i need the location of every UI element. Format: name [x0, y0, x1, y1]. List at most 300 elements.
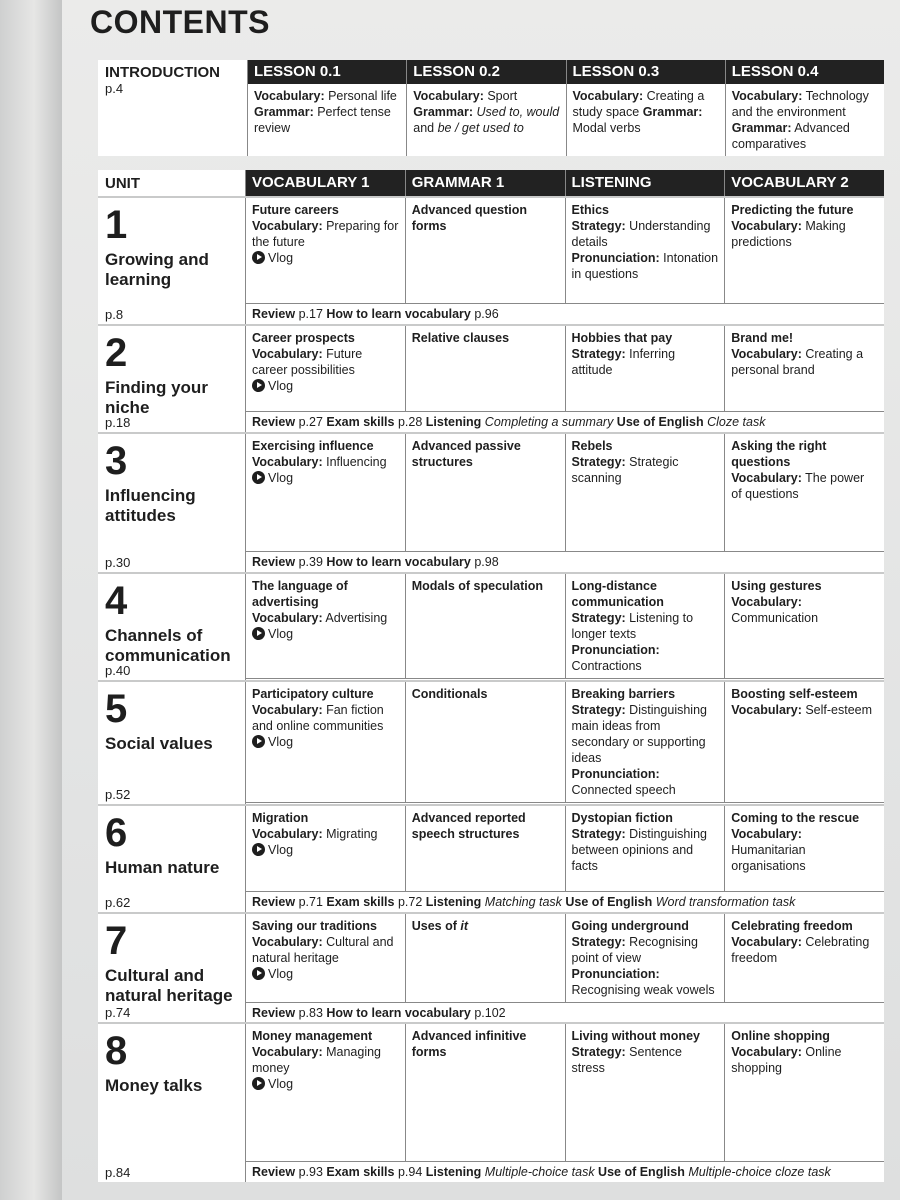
lesson-column: [248, 60, 407, 156]
column-header: GRAMMAR 1: [405, 170, 565, 196]
lesson-cell: [405, 326, 565, 411]
detail-value: Fan fiction and online communities: [252, 703, 384, 733]
lesson-cell: [245, 434, 405, 551]
lesson-title: [731, 438, 878, 470]
detail-value: Inferring attitude: [571, 347, 676, 377]
lesson-cell: [724, 682, 884, 802]
lesson-cell: [405, 806, 565, 891]
unit-content: [245, 914, 884, 1022]
detail-key: Strategy:: [571, 703, 626, 717]
detail-key: Vocabulary:: [252, 347, 323, 361]
lesson-detail: [572, 1044, 719, 1076]
lesson-title-text: Hobbies that pay: [571, 331, 673, 345]
lesson-cell: [405, 682, 565, 802]
vlog-link[interactable]: [252, 734, 399, 750]
review-bar: [245, 551, 884, 572]
lesson-line-value: Technology and the environment: [731, 89, 869, 119]
lesson-line-key: Vocabulary:: [731, 89, 803, 103]
detail-value: Understanding details: [571, 219, 711, 249]
lesson-title-text: Exercising influence: [252, 439, 374, 453]
detail-value: Making predictions: [731, 219, 846, 249]
detail-key: Vocabulary:: [731, 595, 802, 609]
detail-key: Strategy:: [571, 611, 626, 625]
unit-cells: [245, 574, 884, 678]
detail-key: Vocabulary:: [731, 471, 802, 485]
unit-content: [245, 198, 884, 324]
lesson-detail: [572, 702, 719, 766]
lesson-header: LESSON 0.3: [567, 60, 725, 84]
review-value: p.28: [394, 415, 426, 429]
play-icon: [252, 471, 265, 484]
unit-cells: [245, 434, 884, 551]
detail-value: Online shopping: [731, 1045, 842, 1075]
lesson-detail: [572, 250, 719, 282]
lesson-detail: [572, 934, 719, 966]
page-title: CONTENTS: [90, 4, 270, 40]
vlog-label: Vlog: [268, 967, 294, 981]
vlog-label: Vlog: [268, 1077, 294, 1091]
lesson-title-text: Living without money: [571, 1029, 700, 1043]
lesson-line-key: Grammar:: [254, 105, 314, 119]
lesson-detail: [731, 346, 878, 378]
lesson-detail: [252, 826, 399, 842]
units-table: [98, 170, 884, 1180]
lesson-detail: [731, 702, 878, 718]
lesson-title: [412, 918, 559, 934]
lesson-title: [731, 330, 878, 346]
lesson-cell: [405, 914, 565, 1002]
lesson-detail: [252, 218, 399, 250]
lesson-title: [572, 1028, 719, 1044]
review-key: Listening: [425, 1165, 482, 1179]
detail-value: Intonation in questions: [571, 251, 719, 281]
vlog-link[interactable]: [252, 626, 399, 642]
lesson-title: [572, 202, 719, 218]
lesson-detail: [252, 346, 399, 378]
review-key: Review: [252, 1165, 296, 1179]
lesson-line-italic: be / get used to: [437, 121, 524, 135]
unit-label-cell: [98, 326, 245, 432]
lesson-title: [572, 330, 719, 346]
detail-key: Pronunciation:: [571, 967, 660, 981]
unit-name: Growing and learning: [105, 250, 209, 289]
unit-name: Cultural and natural heritage: [105, 966, 233, 1005]
review-value: p.27: [295, 415, 327, 429]
lesson-cell: [565, 1024, 725, 1161]
detail-key: Pronunciation:: [571, 767, 660, 781]
lesson-line-value: Personal life: [324, 89, 397, 103]
unit-row: [98, 804, 884, 912]
play-icon: [252, 1077, 265, 1090]
lesson-cell: [405, 198, 565, 303]
unit-page: p.62: [105, 895, 131, 910]
detail-key: Vocabulary:: [731, 219, 802, 233]
unit-label-cell: [98, 434, 245, 572]
lesson-detail: [572, 346, 719, 378]
lesson-line-key: Grammar:: [731, 121, 792, 135]
detail-key: Strategy:: [571, 219, 626, 233]
lesson-title: [412, 1028, 559, 1060]
detail-key: Vocabulary:: [731, 935, 802, 949]
lesson-title-text: Conditionals: [411, 687, 488, 701]
play-icon: [252, 735, 265, 748]
vlog-label: Vlog: [268, 379, 294, 393]
detail-value: Self-esteem: [801, 703, 873, 717]
review-value: p.17: [295, 307, 327, 321]
lesson-title-text: Career prospects: [252, 331, 355, 345]
lesson-line-key: Grammar:: [413, 105, 473, 119]
unit-label-cell: [98, 806, 245, 912]
detail-key: Vocabulary:: [731, 827, 802, 841]
review-key: Review: [252, 415, 296, 429]
column-header: VOCABULARY 2: [724, 170, 884, 196]
lesson-detail: [731, 470, 878, 502]
unit-label-cell: [98, 682, 245, 804]
detail-value: Managing money: [252, 1045, 381, 1075]
lesson-cell: [565, 198, 725, 303]
lesson-line-italic: Used to, would: [476, 105, 560, 119]
detail-value: Communication: [731, 611, 819, 625]
review-key: Exam skills: [326, 895, 395, 909]
unit-label-cell: [98, 914, 245, 1022]
lesson-cell: [724, 574, 884, 678]
detail-key: Vocabulary:: [731, 347, 802, 361]
review-key: Use of English: [565, 895, 653, 909]
lesson-column: [567, 60, 726, 156]
unit-content: [245, 1024, 884, 1182]
lesson-title: [572, 686, 719, 702]
lesson-title: [412, 686, 559, 702]
detail-key: Vocabulary:: [252, 611, 323, 625]
lesson-cell: [245, 326, 405, 411]
lesson-title: [412, 330, 559, 346]
detail-key: Strategy:: [571, 347, 626, 361]
lesson-cell: [565, 574, 725, 678]
lesson-title: [731, 578, 878, 594]
detail-value: Connected speech: [571, 783, 676, 797]
review-key: Review: [252, 555, 296, 569]
detail-value: Distinguishing between opinions and facts: [571, 827, 707, 873]
unit-page: p.30: [105, 555, 131, 570]
lesson-title-text: Saving our traditions: [252, 919, 378, 933]
lesson-header: LESSON 0.4: [726, 60, 884, 84]
lesson-detail: [731, 594, 878, 626]
lesson-cell: [245, 574, 405, 678]
review-key: Use of English: [598, 1165, 685, 1179]
unit-content: [245, 434, 884, 572]
unit-page: p.8: [105, 307, 124, 322]
unit-name: Money talks: [105, 1076, 203, 1095]
lesson-title-text: Predicting the future: [731, 203, 854, 217]
review-value: p.93: [295, 1165, 327, 1179]
detail-key: Pronunciation:: [571, 643, 660, 657]
unit-number: 3: [105, 439, 128, 483]
lesson-title: [731, 202, 878, 218]
lesson-title-italic: it: [460, 919, 469, 933]
vlog-link[interactable]: [252, 966, 399, 982]
lesson-title-text: Migration: [252, 811, 309, 825]
unit-row: [98, 912, 884, 1022]
lesson-cell: [724, 1024, 884, 1161]
review-key: Review: [252, 1006, 296, 1020]
unit-cells: [245, 198, 884, 303]
lesson-detail: [252, 1044, 399, 1076]
review-key: Review: [252, 307, 296, 321]
unit-content: [245, 574, 884, 680]
detail-value: Cultural and natural heritage: [252, 935, 394, 965]
detail-value: Preparing for the future: [252, 219, 399, 249]
detail-key: Strategy:: [571, 1045, 626, 1059]
review-value: p.102: [470, 1006, 506, 1020]
introduction-heading: INTRODUCTION: [105, 64, 220, 81]
play-icon: [252, 627, 265, 640]
lesson-title-text: Celebrating freedom: [731, 919, 853, 933]
detail-value: The power of questions: [731, 471, 865, 501]
lesson-title-text: Asking the right questions: [731, 439, 827, 469]
unit-page: p.84: [105, 1165, 131, 1180]
lesson-title-text: Advanced passive structures: [411, 439, 521, 469]
vlog-link[interactable]: [252, 1076, 399, 1092]
lesson-detail: [572, 454, 719, 486]
detail-key: Strategy:: [571, 455, 626, 469]
detail-key: Vocabulary:: [252, 1045, 323, 1059]
lesson-title: [572, 578, 719, 610]
play-icon: [252, 379, 265, 392]
lesson-detail: [572, 610, 719, 642]
lesson-title: [252, 686, 399, 702]
column-header: VOCABULARY 1: [245, 170, 405, 196]
review-key: Listening: [425, 415, 482, 429]
lesson-column: [407, 60, 566, 156]
lesson-title: [572, 438, 719, 454]
unit-row: [98, 324, 884, 432]
review-italic: Multiple-choice cloze task: [684, 1165, 831, 1179]
vlog-link[interactable]: [252, 378, 399, 394]
lesson-detail: [252, 454, 399, 470]
vlog-link[interactable]: [252, 842, 399, 858]
unit-row: [98, 1022, 884, 1182]
lesson-cell: [565, 914, 725, 1002]
lesson-header: LESSON 0.2: [407, 60, 565, 84]
review-bar: [245, 1161, 884, 1182]
lesson-title-text: The language of advertising: [252, 579, 348, 609]
vlog-label: Vlog: [268, 471, 294, 485]
detail-value: Contractions: [571, 659, 642, 673]
unit-content: [245, 682, 884, 804]
lesson-cell: [724, 806, 884, 891]
review-bar: [245, 411, 884, 432]
lesson-line-key: Vocabulary:: [413, 89, 484, 103]
vlog-label: Vlog: [268, 627, 294, 641]
unit-number: 8: [105, 1029, 128, 1073]
lesson-detail: [252, 702, 399, 734]
lesson-line-key: Grammar:: [642, 105, 703, 119]
play-icon: [252, 843, 265, 856]
play-icon: [252, 251, 265, 264]
vlog-label: Vlog: [268, 735, 294, 749]
lesson-line-key: Vocabulary:: [572, 89, 644, 103]
detail-key: Strategy:: [571, 827, 626, 841]
unit-number: 4: [105, 579, 128, 623]
lesson-body: [726, 84, 884, 156]
unit-name: Influencing attitudes: [105, 486, 196, 525]
unit-number: 2: [105, 331, 128, 375]
review-key: Exam skills: [326, 1165, 395, 1179]
detail-key: Vocabulary:: [731, 1045, 802, 1059]
review-italic: Cloze task: [703, 415, 766, 429]
unit-name: Channels of communication: [105, 626, 231, 665]
unit-column-header: UNIT: [98, 170, 245, 196]
detail-value: Humanitarian organisations: [731, 843, 806, 873]
detail-value: Recognising point of view: [571, 935, 698, 965]
lesson-title-text: Participatory culture: [252, 687, 374, 701]
lesson-cell: [724, 326, 884, 411]
unit-label-cell: [98, 1024, 245, 1182]
lesson-title-text: Online shopping: [731, 1029, 830, 1043]
column-header: LISTENING: [565, 170, 725, 196]
introduction-label-cell: [98, 60, 248, 156]
lesson-title-text: Breaking barriers: [571, 687, 676, 701]
unit-page: p.52: [105, 787, 131, 802]
lesson-title-text: Dystopian fiction: [571, 811, 673, 825]
unit-cells: [245, 806, 884, 891]
lesson-title-text: Ethics: [571, 203, 610, 217]
review-value: p.83: [295, 1006, 327, 1020]
unit-page: p.40: [105, 663, 131, 678]
lesson-detail: [572, 218, 719, 250]
lesson-line-value: Perfect tense review: [254, 105, 391, 135]
unit-content: [245, 806, 884, 912]
unit-cells: [245, 326, 884, 411]
lesson-title: [252, 578, 399, 610]
review-bar: [245, 802, 884, 804]
lesson-cell: [565, 326, 725, 411]
lesson-title: [731, 686, 878, 702]
review-key: How to learn vocabulary: [326, 555, 471, 569]
lesson-title-text: Rebels: [571, 439, 613, 453]
detail-value: Advertising: [322, 611, 388, 625]
unit-name: Human nature: [105, 858, 220, 877]
lesson-cell: [405, 434, 565, 551]
unit-number: 6: [105, 811, 128, 855]
detail-value: Strategic scanning: [571, 455, 679, 485]
lesson-title-text: Advanced reported speech structures: [411, 811, 526, 841]
review-value: p.96: [470, 307, 499, 321]
lesson-title-text: Long-distance communication: [571, 579, 664, 609]
lesson-cell: [724, 434, 884, 551]
lesson-title-text: Using gestures: [731, 579, 822, 593]
review-italic: Completing a summary: [481, 415, 617, 429]
review-italic: Word transformation task: [652, 895, 796, 909]
lesson-detail: [731, 1044, 878, 1076]
lesson-title: [252, 1028, 399, 1044]
unit-number: 1: [105, 203, 128, 247]
lesson-cell: [724, 198, 884, 303]
lesson-title: [731, 1028, 878, 1044]
lesson-line-value: Creating a study space: [572, 89, 705, 119]
detail-value: Distinguishing main ideas from secondary or supporting ideas: [571, 703, 707, 765]
lesson-line-value: and: [413, 121, 438, 135]
vlog-link[interactable]: [252, 470, 399, 486]
vlog-label: Vlog: [268, 843, 294, 857]
lesson-cell: [565, 682, 725, 802]
review-bar: [245, 891, 884, 912]
lesson-column: [726, 60, 884, 156]
lesson-cell: [565, 806, 725, 891]
lesson-title: [731, 918, 878, 934]
lesson-title-text: Coming to the rescue: [731, 811, 860, 825]
unit-row: [98, 572, 884, 680]
review-key: How to learn vocabulary: [326, 1006, 471, 1020]
lesson-detail: [572, 826, 719, 874]
lesson-detail: [572, 642, 719, 674]
unit-cells: [245, 1024, 884, 1161]
lesson-line-value: Modal verbs: [572, 121, 641, 135]
introduction-page: p.4: [105, 81, 124, 96]
vlog-link[interactable]: [252, 250, 399, 266]
lesson-title: [572, 918, 719, 934]
lesson-title: [731, 810, 878, 826]
detail-value: Migrating: [322, 827, 378, 841]
detail-key: Vocabulary:: [252, 455, 323, 469]
lesson-cell: [245, 682, 405, 802]
detail-value: Influencing: [322, 455, 387, 469]
lesson-cell: [405, 574, 565, 678]
lesson-title: [412, 202, 559, 234]
lesson-detail: [252, 610, 399, 626]
review-key: Exam skills: [326, 415, 395, 429]
review-value: p.71: [295, 895, 327, 909]
detail-value: Celebrating freedom: [731, 935, 870, 965]
unit-row: [98, 196, 884, 324]
unit-label-cell: [98, 198, 245, 324]
review-value: p.72: [394, 895, 426, 909]
lesson-detail: [731, 826, 878, 874]
lesson-detail: [572, 766, 719, 798]
unit-row: [98, 432, 884, 572]
detail-value: Future career possibilities: [252, 347, 363, 377]
lesson-title: [252, 918, 399, 934]
lesson-cell: [245, 198, 405, 303]
introduction-row: [98, 60, 884, 156]
lesson-line-key: Vocabulary:: [254, 89, 325, 103]
book-spine-shadow: [0, 0, 62, 1200]
unit-number: 7: [105, 919, 128, 963]
unit-row: [98, 680, 884, 804]
lesson-title: [252, 438, 399, 454]
lesson-body: [567, 84, 725, 156]
review-key: How to learn vocabulary: [326, 307, 471, 321]
lesson-title: [252, 330, 399, 346]
lesson-cell: [724, 914, 884, 1002]
review-italic: Multiple-choice task: [481, 1165, 599, 1179]
unit-page: p.74: [105, 1005, 131, 1020]
review-bar: [245, 1002, 884, 1022]
lesson-title-text: Relative clauses: [411, 331, 510, 345]
lesson-cell: [245, 806, 405, 891]
lesson-title-text: Brand me!: [731, 331, 794, 345]
detail-key: Strategy:: [571, 935, 626, 949]
lesson-title: [572, 810, 719, 826]
detail-key: Vocabulary:: [252, 827, 323, 841]
review-value: p.98: [470, 555, 499, 569]
detail-value: Creating a personal brand: [731, 347, 864, 377]
lesson-detail: [731, 934, 878, 966]
lesson-title: [412, 810, 559, 842]
lesson-cell: [405, 1024, 565, 1161]
lesson-title-text: Future careers: [252, 203, 339, 217]
review-key: Listening: [425, 895, 482, 909]
